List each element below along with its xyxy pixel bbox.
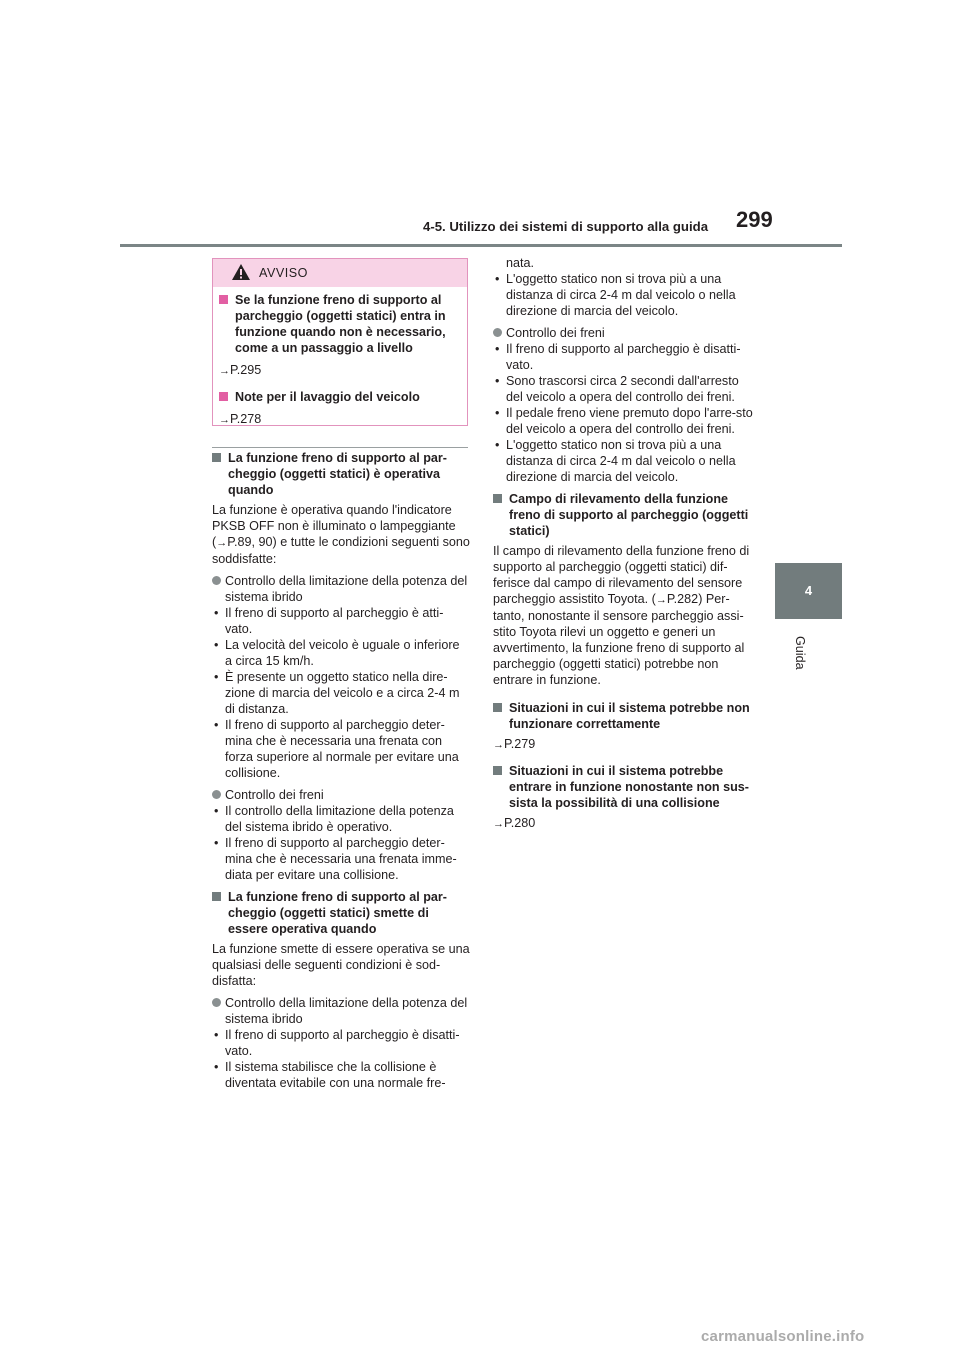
header-divider bbox=[120, 244, 842, 247]
page-reference[interactable]: P.89, 90 bbox=[227, 535, 273, 549]
list-item: • Il freno di supporto al parcheggio deter-mina che è necessaria una frenata imme-diata per evitare una collisione. bbox=[212, 835, 470, 883]
chapter-tab[interactable]: 4 bbox=[775, 563, 842, 619]
continued-text: nata. bbox=[506, 256, 535, 270]
condition-heading: Controllo della limitazione della potenza del sistema ibrido bbox=[212, 995, 470, 1027]
round-bullet-icon bbox=[493, 328, 502, 337]
watermark[interactable]: carmanualsonline.info bbox=[701, 1328, 865, 1345]
paragraph: Il campo di rilevamento della funzione freno di supporto al parcheggio (oggetti statici) dif-ferisce dal campo di rilevamento del sensore parcheggio assistito Toyota. (→P.282) Per-tanto, nonostante il sensore parcheggio assi-stito Toyota rilevi un oggetto e generi un avvertimento, la funzione freno di supporto al parcheggio (oggetti statici) potrebbe non entrare in funzione. bbox=[493, 544, 750, 687]
arrow-right-icon: → bbox=[216, 537, 228, 549]
condition-heading: Controllo dei freni bbox=[212, 787, 470, 803]
page-reference[interactable]: →P.279 bbox=[493, 737, 536, 751]
list-item: • La velocità del veicolo è uguale o inferiore a circa 15 km/h. bbox=[212, 637, 470, 669]
warning-title: AVVISO bbox=[259, 266, 308, 280]
section-heading: La funzione freno di supporto al par-cheggio (oggetti statici) è operativa quando bbox=[212, 450, 470, 498]
section-divider bbox=[212, 447, 468, 448]
square-bullet-icon bbox=[493, 766, 502, 775]
square-bullet-icon bbox=[493, 703, 502, 712]
arrow-right-icon: → bbox=[655, 594, 667, 606]
list-item: • Il freno di supporto al parcheggio deter-mina che è necessaria una frenata con forza superiore al normale per evitare una collisione. bbox=[212, 717, 470, 781]
list-item: • È presente un oggetto statico nella dire-zione di marcia del veicolo e a circa 2-4 m di distanza. bbox=[212, 669, 470, 717]
arrow-right-icon: → bbox=[493, 818, 504, 830]
page-reference[interactable]: →P.295 bbox=[219, 363, 262, 377]
section-heading: La funzione freno di supporto al par-cheggio (oggetti statici) smette di essere operativa quando bbox=[212, 889, 470, 937]
section-title: 4-5. Utilizzo dei sistemi di supporto alla guida bbox=[423, 219, 709, 234]
section-heading: Campo di rilevamento della funzione freno di supporto al parcheggio (oggetti statici) bbox=[493, 491, 755, 539]
list-item: • Il controllo della limitazione della potenza del sistema ibrido è operativo. bbox=[212, 803, 470, 835]
list-item: • Il freno di supporto al parcheggio è atti-vato. bbox=[212, 605, 470, 637]
paragraph: La funzione è operativa quando l'indicatore PKSB OFF non è illuminato o lampeggiante (→P.89, 90) e tutte le condizioni seguenti sono soddisfatte: bbox=[212, 503, 470, 566]
square-bullet-icon bbox=[493, 494, 502, 503]
arrow-right-icon: → bbox=[493, 739, 504, 751]
list-item: • Il sistema stabilisce che la collisione è diventata evitabile con una normale fre- bbox=[212, 1059, 470, 1091]
chapter-label-wrap bbox=[780, 636, 836, 696]
list-item: • Il freno di supporto al parcheggio è disatti-vato. bbox=[493, 341, 755, 373]
chapter-label: Guida bbox=[793, 636, 807, 670]
arrow-right-icon: → bbox=[219, 414, 230, 426]
round-bullet-icon bbox=[212, 998, 221, 1007]
page-number: 299 bbox=[736, 207, 773, 232]
arrow-right-icon: → bbox=[219, 365, 230, 377]
list-item: • Il pedale freno viene premuto dopo l'arre-sto del veicolo a opera del controllo dei freni. bbox=[493, 405, 755, 437]
section-heading: Situazioni in cui il sistema potrebbe entrare in funzione nonostante non sus-sista la possibilità di una collisione bbox=[493, 763, 755, 811]
warning-header bbox=[213, 259, 467, 287]
list-item: • L'oggetto statico non si trova più a una distanza di circa 2-4 m dal veicolo o nella direzione di marcia del veicolo. bbox=[493, 437, 755, 485]
round-bullet-icon bbox=[212, 790, 221, 799]
page-reference[interactable]: →P.278 bbox=[219, 412, 262, 426]
square-bullet-icon bbox=[212, 453, 221, 462]
page-reference[interactable]: P.282 bbox=[666, 592, 699, 606]
right-column bbox=[493, 255, 755, 842]
square-bullet-icon bbox=[219, 295, 228, 304]
list-item: • L'oggetto statico non si trova più a una distanza di circa 2-4 m dal veicolo o nella direzione di marcia del veicolo. bbox=[493, 271, 755, 319]
condition-heading: Controllo dei freni bbox=[493, 325, 755, 341]
warning-box bbox=[212, 258, 468, 426]
warning-item: Se la funzione freno di supporto al parcheggio (oggetti statici) entra in funzione quando non è necessario, come a un passaggio a livello bbox=[219, 292, 461, 356]
page-reference[interactable]: →P.280 bbox=[493, 816, 536, 830]
left-column bbox=[212, 450, 470, 1091]
list-item: • Il freno di supporto al parcheggio è disatti-vato. bbox=[212, 1027, 470, 1059]
condition-heading: Controllo della limitazione della potenza del sistema ibrido bbox=[212, 573, 470, 605]
warning-triangle-icon bbox=[231, 263, 251, 281]
square-bullet-icon bbox=[219, 392, 228, 401]
warning-item: Note per il lavaggio del veicolo bbox=[219, 389, 461, 405]
paragraph: La funzione smette di essere operativa se una qualsiasi delle seguenti condizioni è sod-disfatta: bbox=[212, 942, 470, 988]
round-bullet-icon bbox=[212, 576, 221, 585]
square-bullet-icon bbox=[212, 892, 221, 901]
section-heading: Situazioni in cui il sistema potrebbe non funzionare correttamente bbox=[493, 700, 755, 732]
list-item: • Sono trascorsi circa 2 secondi dall'arresto del veicolo a opera del controllo dei freni. bbox=[493, 373, 755, 405]
